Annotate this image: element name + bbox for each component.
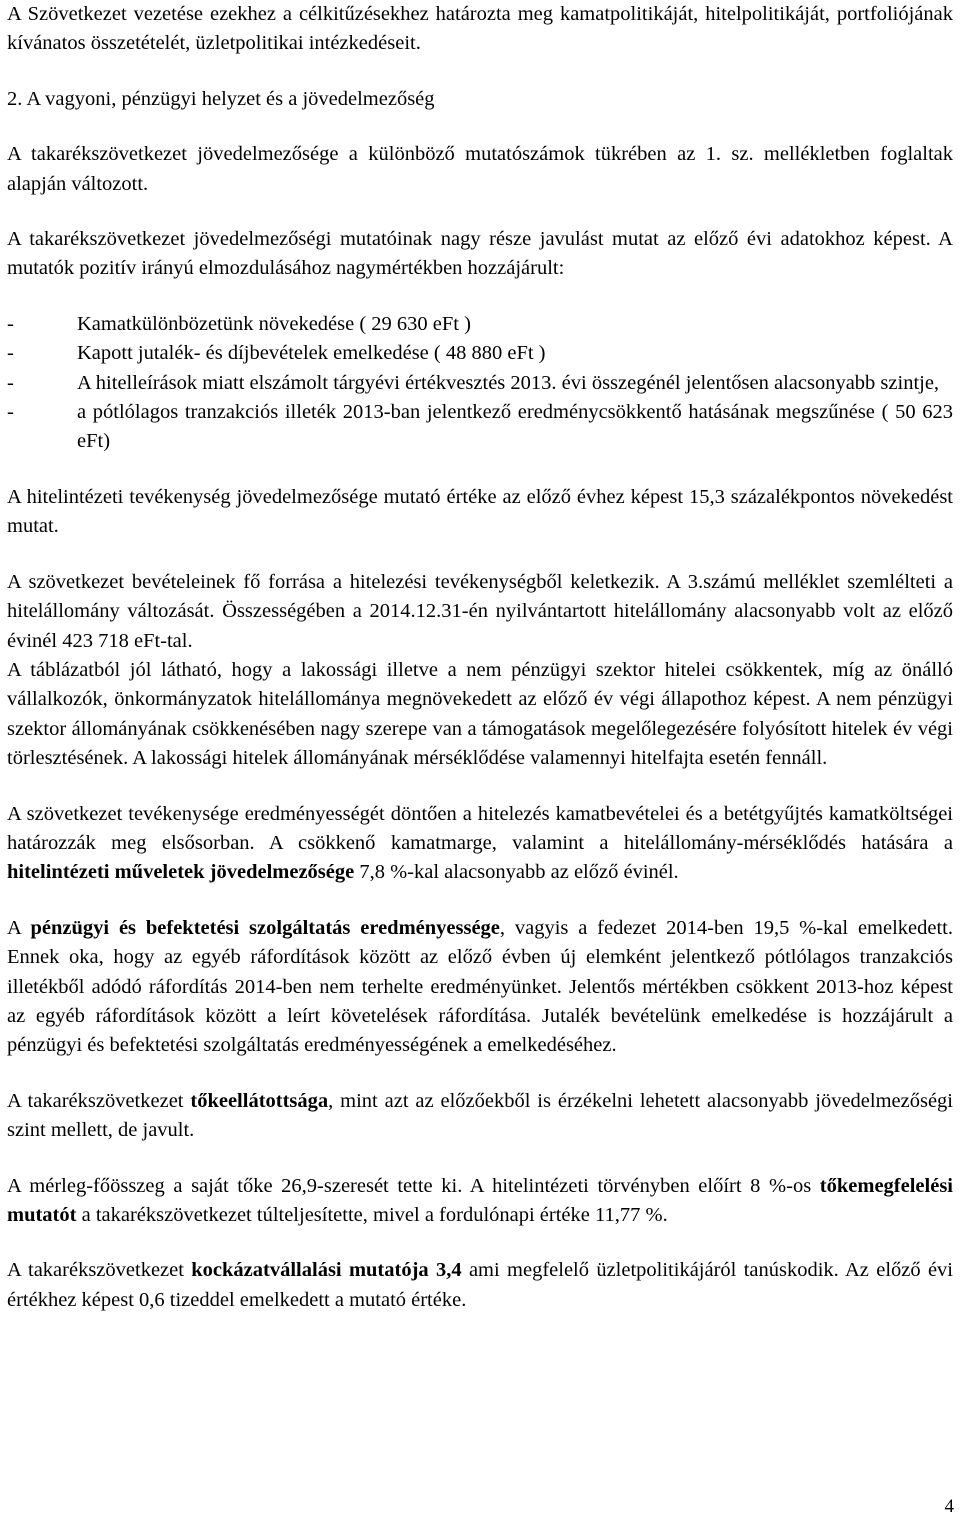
list-item-text: Kapott jutalék- és díjbevételek emelkedése ( 48 880 eFt ) — [77, 342, 546, 365]
paragraph-capital-ratio — [7, 1172, 953, 1231]
list-dash: - — [7, 371, 14, 394]
list-item — [7, 369, 953, 398]
page-number: 4 — [944, 1495, 954, 1517]
bold-term: kockázatvállalási mutatója 3,4 — [191, 1259, 462, 1282]
paragraph-risk-indicator — [7, 1256, 953, 1315]
paragraph-capital-adequacy — [7, 1087, 953, 1146]
bold-term: pénzügyi és befektetési szolgáltatás eredményessége — [30, 916, 500, 939]
bold-term: tőkeellátottsága — [190, 1089, 329, 1112]
text-run: A — [7, 916, 31, 939]
text-run: , mint azt az előzőekből is érzékelni lehetett alacsonyabb jövedelmezőségi szint mellett, de javult. — [7, 1089, 953, 1142]
intro-paragraph: A Szövetkezet vezetése ezekhez a célkitűzésekhez határozta meg kamatpolitikáját, hitelpolitikáját, portfoliójának kívánatos összetételét, üzletpolitikai intézkedéseit. — [7, 3, 953, 55]
text-run: A mérleg-főösszeg a saját tőke 26,9-szeresét tette ki. A hitelintézeti törvényben előírt 8 %-os — [7, 1174, 820, 1197]
text-run: A takarékszövetkezet — [7, 1089, 191, 1112]
paragraph-profitability-2: A takarékszövetkezet jövedelmezőségi mutatóinak nagy része javulást mutat az előző évi adatokhoz képest. A mutatók pozitív irányú elmozdulásához nagymértékben hozzájárult: — [7, 228, 953, 280]
list-dash: - — [7, 401, 14, 424]
bold-term: tőkemegfelelési mutatót — [7, 1174, 953, 1226]
paragraph-table-analysis: A táblázatból jól látható, hogy a lakossági illetve a nem pénzügyi szektor hitelei csökkentek, míg az önálló vállalkozók, önkormányzatok hitelállománya megnövekedett az előző év végi állapothoz képest. A nem pénzügyi szektor állományának csökkenésében nagy szerepe van a támogatások megelőlegezésére folyósított hitelek év végi törlesztésének. A lakossági hitelek állományának mérséklődése valamennyi hitelfajta esetén fennáll. — [7, 658, 953, 770]
bold-term: hitelintézeti műveletek jövedelmezősége — [7, 861, 355, 884]
text-run: A szövetkezet tevékenysége eredményességét döntően a hitelezés kamatbevételei és a betétgyűjtés kamatköltségei határozzák meg elsősorban. A csökkenő kamatmarge, valamint a hitelállomány-mérséklődés hatására a — [7, 802, 953, 854]
list-item — [7, 398, 953, 457]
paragraph-credit-operations — [7, 800, 953, 888]
paragraph-revenue-sources: A szövetkezet bevételeinek fő forrása a hitelezési tevékenységből keletkezik. A 3.számú melléklet szemlélteti a hitelállomány változását. Összességében a 2014.12.31-én nyilvántartott hitelállomány alacsonyabb volt az előző évinél 423 718 eFt-tal. — [7, 570, 953, 652]
list-dash: - — [7, 312, 14, 335]
text-run: a takarékszövetkezet túlteljesítette, mivel a fordulónapi értéke 11,77 %. — [76, 1204, 668, 1226]
document-page — [7, 0, 953, 1315]
section-heading: 2. A vagyoni, pénzügyi helyzet és a jövedelmezőség — [7, 87, 435, 110]
paragraph-profitability-1: A takarékszövetkezet jövedelmezősége a különböző mutatószámok tükrében az 1. sz. mellékletben foglaltak alapján változott. — [7, 143, 953, 195]
list-item — [7, 339, 953, 368]
contributing-factors-list — [7, 310, 953, 457]
text-run: 7,8 %-kal alacsonyabb az előző évinél. — [354, 861, 679, 884]
text-run: , vagyis a fedezet 2014-ben 19,5 %-kal emelkedett. Ennek oka, hogy az egyéb ráfordítások között az előző évben új elemként jelentkező pótlólagos tranzakciós illetékből adódó ráfordítás 2014-ben nem terhelte eredményünket. Jelentős mértékben csökkent 2013-hoz képest az egyéb ráfordítások között a leírt követelések ráfordítása. Jutalék bevételünk emelkedése is hozzájárult a pénzügyi és befektetési szolgáltatás eredményességének a emelkedéséhez. — [7, 916, 953, 1057]
paragraph-financial-services — [7, 914, 953, 1061]
list-dash: - — [7, 342, 14, 365]
list-item — [7, 310, 953, 339]
list-item-text: A hitelleírások miatt elszámolt tárgyévi értékvesztés 2013. évi összegénél jelentősen alacsonyabb szintje, — [77, 371, 940, 394]
paragraph-credit-institution-indicator: A hitelintézeti tevékenység jövedelmezősége mutató értéke az előző évhez képest 15,3 százalékpontos növekedést mutat. — [7, 485, 953, 538]
list-item-text: Kamatkülönbözetünk növekedése ( 29 630 eFt ) — [77, 312, 471, 335]
text-run: ami megfelelő üzletpolitikájáról tanúskodik. Az előző évi értékhez képest 0,6 tizeddel emelkedett a mutató értéke. — [7, 1259, 954, 1311]
text-run: A takarékszövetkezet — [7, 1259, 192, 1282]
list-item-text: a pótlólagos tranzakciós illeték 2013-ban jelentkező eredménycsökkentő hatásának megszűnése ( 50 623 eFt) — [77, 401, 953, 453]
